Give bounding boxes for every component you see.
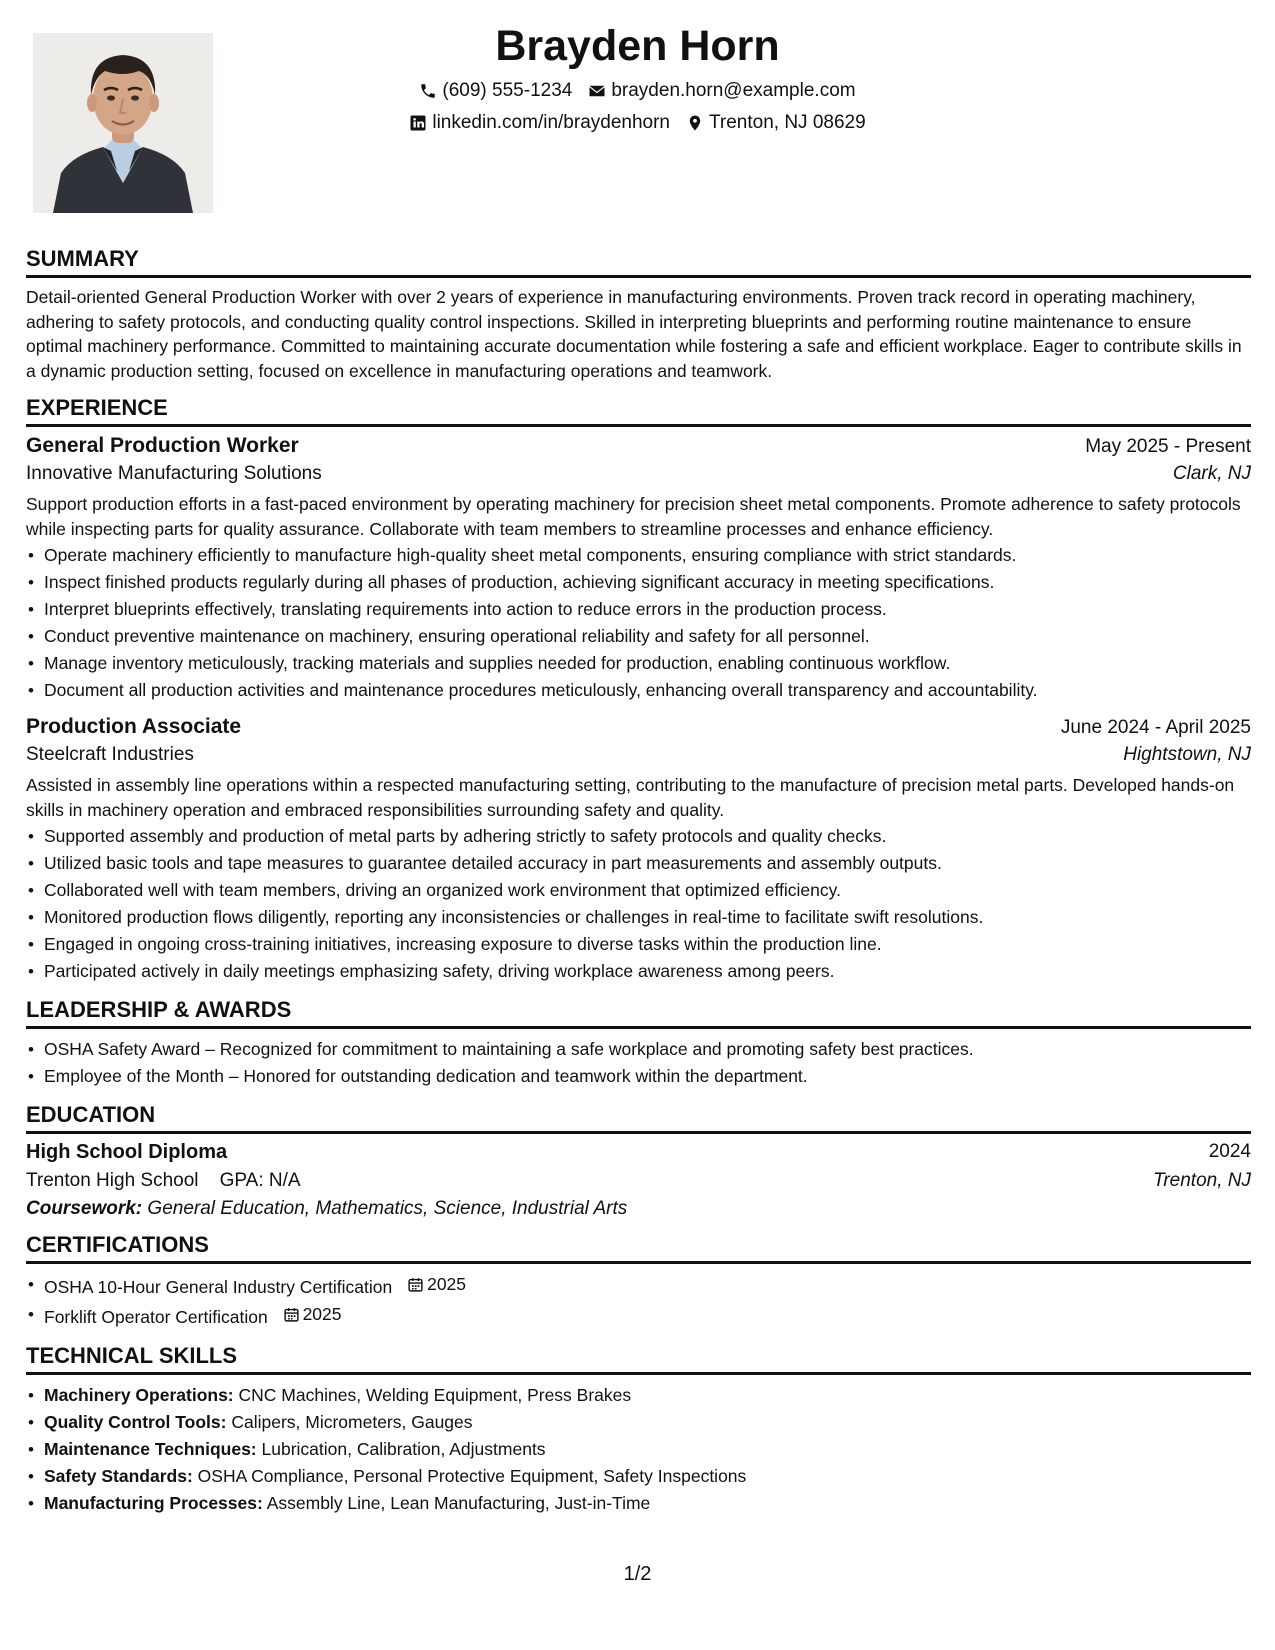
certification-item <box>26 1271 1251 1301</box>
map-pin-icon <box>686 114 704 132</box>
skill-item <box>26 1463 1251 1490</box>
candidate-name: Brayden Horn <box>495 22 780 70</box>
certification-year: 2025 <box>427 1274 467 1294</box>
job-bullet: • Supported assembly and production of metal parts by adhering strictly to safety protocols and quality checks. <box>26 823 1251 850</box>
experience-section <box>26 395 1251 985</box>
skill-value: Lubrication, Calibration, Adjustments <box>261 1439 546 1459</box>
skill-label: Manufacturing Processes: <box>44 1493 263 1513</box>
job-title: General Production Worker <box>26 434 299 457</box>
calendar-icon <box>283 1306 300 1323</box>
job-bullet: • Operate machinery efficiently to manufacture high-quality sheet metal components, ensuring compliance with strict standards. <box>26 542 1251 569</box>
job-bullet: • Monitored production flows diligently, reporting any inconsistencies or challenges in real-time to facilitate swift resolutions. <box>26 904 1251 931</box>
education-gpa: GPA: N/A <box>219 1170 301 1191</box>
job-location: Hightstown, NJ <box>1123 744 1251 765</box>
award-item: • OSHA Safety Award – Recognized for commitment to maintaining a safe workplace and promoting safety best practices. <box>26 1036 1251 1063</box>
certification-name: Forklift Operator Certification <box>44 1307 268 1327</box>
contact-email[interactable] <box>588 80 855 102</box>
job-entry <box>26 715 1251 985</box>
calendar-icon <box>407 1276 424 1293</box>
awards-section <box>26 997 1251 1090</box>
job-bullet: • Utilized basic tools and tape measures to guarantee detailed accuracy in part measurements and assembly outputs. <box>26 850 1251 877</box>
contact-linkedin[interactable] <box>409 112 670 134</box>
job-bullet: • Collaborated well with team members, driving an organized work environment that optimized efficiency. <box>26 877 1251 904</box>
location-text: Trenton, NJ 08629 <box>708 112 866 133</box>
email-text: brayden.horn@example.com <box>611 80 856 101</box>
job-bullet: • Interpret blueprints effectively, translating requirements into action to reduce errors in the production process. <box>26 596 1251 623</box>
skills-section <box>26 1343 1251 1517</box>
page-number: 1/2 <box>623 1563 652 1585</box>
contact-row-secondary <box>0 112 1275 134</box>
skill-item <box>26 1490 1251 1517</box>
education-location: Trenton, NJ <box>1153 1170 1251 1191</box>
certification-year: 2025 <box>302 1304 342 1324</box>
job-entry <box>26 434 1251 704</box>
experience-heading: EXPERIENCE <box>26 395 1251 427</box>
skill-value: Assembly Line, Lean Manufacturing, Just-in-Time <box>266 1493 651 1513</box>
certification-item <box>26 1301 1251 1331</box>
education-year: 2024 <box>1208 1141 1251 1162</box>
job-description: Assisted in assembly line operations within a respected manufacturing setting, contributing to the manufacture of precision metal parts. Developed hands-on skills in machinery operation and embraced responsibilities surrounding safety and quality. <box>26 775 1235 820</box>
certification-name: OSHA 10-Hour General Industry Certification <box>44 1277 393 1297</box>
resume-body <box>26 246 1251 1529</box>
certifications-section <box>26 1232 1251 1331</box>
linkedin-icon <box>409 114 427 132</box>
job-description: Support production efforts in a fast-paced environment by operating machinery for precision sheet metal components. Promote adherence to safety protocols while inspecting parts for quality assurance. Collaborate with team members to streamline processes and enhance efficiency. <box>26 494 1241 539</box>
skill-value: OSHA Compliance, Personal Protective Equipment, Safety Inspections <box>197 1466 747 1486</box>
skill-label: Machinery Operations: <box>44 1385 234 1405</box>
job-dates: June 2024 - April 2025 <box>1060 717 1251 738</box>
skill-label: Quality Control Tools: <box>44 1412 227 1432</box>
coursework-list: General Education, Mathematics, Science, Industrial Arts <box>147 1198 628 1219</box>
certifications-heading: CERTIFICATIONS <box>26 1232 1251 1264</box>
certifications-list <box>26 1271 1251 1331</box>
skill-label: Maintenance Techniques: <box>44 1439 257 1459</box>
skill-value: CNC Machines, Welding Equipment, Press Brakes <box>238 1385 632 1405</box>
phone-icon <box>419 82 437 100</box>
skill-label: Safety Standards: <box>44 1466 193 1486</box>
education-coursework <box>26 1198 1251 1220</box>
linkedin-text: linkedin.com/in/braydenhorn <box>432 112 670 133</box>
envelope-icon <box>588 82 606 100</box>
job-company: Steelcraft Industries <box>26 744 194 765</box>
summary-heading: SUMMARY <box>26 246 1251 278</box>
skill-value: Calipers, Micrometers, Gauges <box>231 1412 473 1432</box>
job-bullet: • Conduct preventive maintenance on machinery, ensuring operational reliability and safety for all personnel. <box>26 623 1251 650</box>
skills-heading: TECHNICAL SKILLS <box>26 1343 1251 1375</box>
education-school: Trenton High School <box>26 1170 199 1191</box>
skill-item <box>26 1382 1251 1409</box>
job-bullet: • Inspect finished products regularly during all phases of production, achieving significant accuracy in meeting specifications. <box>26 569 1251 596</box>
education-degree: High School Diploma <box>26 1141 228 1163</box>
education-heading: EDUCATION <box>26 1102 1251 1134</box>
contact-phone[interactable] <box>419 80 572 102</box>
job-title: Production Associate <box>26 715 242 738</box>
job-location: Clark, NJ <box>1172 463 1251 484</box>
job-bullets <box>26 823 1251 985</box>
summary-section <box>26 246 1251 383</box>
job-company: Innovative Manufacturing Solutions <box>26 463 322 484</box>
job-bullets <box>26 542 1251 704</box>
skill-item <box>26 1409 1251 1436</box>
contact-row-primary <box>0 80 1275 102</box>
coursework-label: Coursework: <box>26 1198 143 1219</box>
job-dates: May 2025 - Present <box>1085 436 1251 457</box>
phone-text: (609) 555-1234 <box>442 80 573 101</box>
education-section <box>26 1102 1251 1220</box>
awards-heading: LEADERSHIP & AWARDS <box>26 997 1251 1029</box>
skills-list <box>26 1382 1251 1517</box>
award-item: • Employee of the Month – Honored for outstanding dedication and teamwork within the department. <box>26 1063 1251 1090</box>
skill-item <box>26 1436 1251 1463</box>
job-bullet: • Engaged in ongoing cross-training initiatives, increasing exposure to diverse tasks within the production line. <box>26 931 1251 958</box>
job-bullet: • Document all production activities and maintenance procedures meticulously, enhancing overall transparency and accountability. <box>26 677 1251 704</box>
summary-text: Detail-oriented General Production Worker with over 2 years of experience in manufacturing environments. Proven track record in operating machinery, adhering to safety protocols, and conducting quality control inspections. Skilled in interpreting blueprints and performing routine maintenance to ensure optimal machinery performance. Committed to maintaining accurate documentation while fostering a safe and efficient workplace. Eager to contribute skills in a dynamic production setting, focused on excellence in manufacturing operations and teamwork. <box>26 287 1242 381</box>
job-bullet: • Participated actively in daily meetings emphasizing safety, driving workplace awareness among peers. <box>26 958 1251 985</box>
job-bullet: • Manage inventory meticulously, tracking materials and supplies needed for production, enabling continuous workflow. <box>26 650 1251 677</box>
awards-list <box>26 1036 1251 1090</box>
contact-location <box>686 112 866 134</box>
